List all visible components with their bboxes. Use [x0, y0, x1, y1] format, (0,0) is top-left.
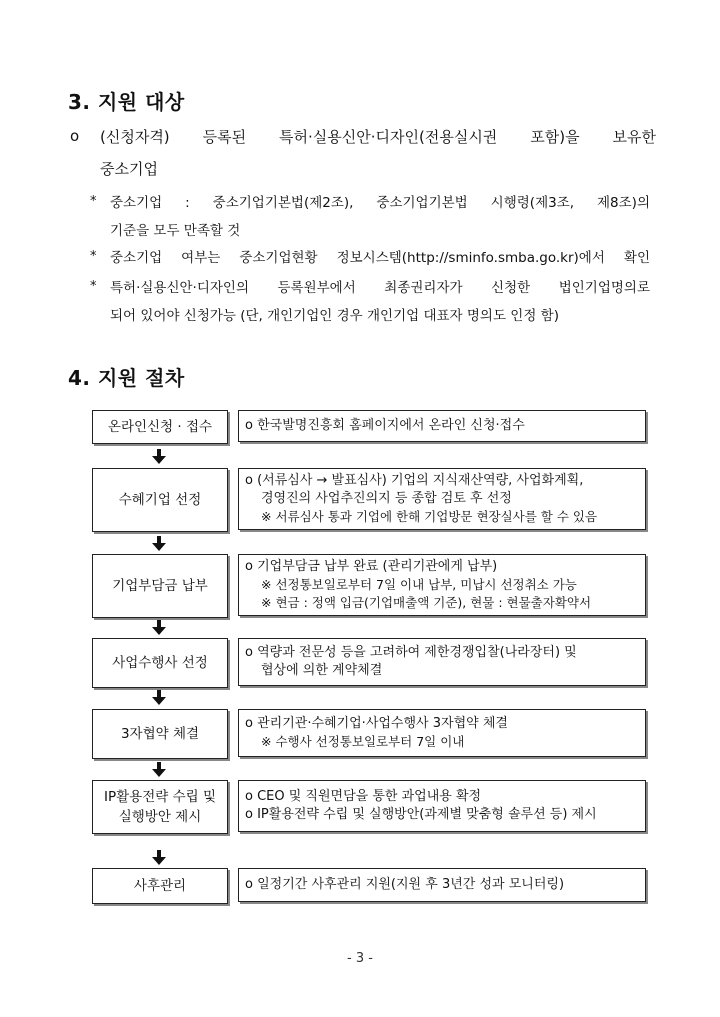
- note-rights-holder: 특허·실용신안·디자인의 등록원부에서 최종권리자가 신청한 법인기업명의로: [110, 280, 650, 296]
- star-bullet: *: [90, 194, 97, 209]
- step-online-application: [92, 410, 228, 444]
- desc-line: 경영진의 사업추진의지 등 종합 검토 후 선정: [261, 491, 512, 506]
- step-description: [238, 410, 646, 442]
- desc-line: o 기업부담금 납부 완료 (관리기관에게 납부): [245, 559, 498, 574]
- section-3-heading: 3. 지원 대상: [68, 90, 185, 114]
- note-sme-definition-cont: 기준을 모두 만족할 것: [110, 223, 241, 239]
- down-arrow-icon: [151, 620, 167, 636]
- down-arrow-icon: [151, 850, 167, 866]
- step-beneficiary-selection: [92, 468, 228, 532]
- desc-line: o CEO 및 직원면담을 통한 과업내용 확정: [245, 789, 482, 804]
- step-follow-up: [92, 868, 228, 904]
- step-label: 수혜기업 선정: [118, 492, 202, 508]
- desc-note: ※ 수행사 선정통보일로부터 7일 이내: [261, 734, 465, 749]
- eligibility-lead: (신청자격) 등록된 특허·실용신안·디자인(전용실시권 포함)을 보유한: [100, 128, 656, 146]
- desc-note: ※ 서류심사 통과 기업에 한해 기업방문 현장실사를 할 수 있음: [261, 509, 598, 524]
- down-arrow-icon: [151, 536, 167, 552]
- step-description: [238, 554, 646, 616]
- desc-line: o 역량과 전문성 등을 고려하여 제한경쟁입찰(나라장터) 및: [245, 645, 577, 660]
- step-description: [238, 709, 646, 757]
- page-number: - 3 -: [347, 951, 373, 966]
- step-description: [238, 638, 646, 686]
- step-description: [238, 868, 646, 902]
- down-arrow-icon: [151, 449, 167, 465]
- desc-note: ※ 현금 : 정액 입금(기업매출액 기준), 현물 : 현물출자확약서: [261, 595, 592, 610]
- desc-line: o 한국발명진흥회 홈페이지에서 온라인 신청·접수: [245, 418, 525, 433]
- desc-line: 협상에 의한 계약체결: [261, 663, 383, 678]
- step-label: 실행방안 제시: [118, 809, 202, 825]
- eligibility-lead-cont: 중소기업: [100, 160, 158, 178]
- step-description: [238, 468, 646, 530]
- step-label: IP활용전략 수립 및: [104, 789, 216, 805]
- step-label: 기업부담금 납부: [112, 578, 208, 594]
- desc-line: o IP활용전략 수립 및 실행방안(과제별 맞춤형 솔루션 등) 제시: [245, 807, 597, 822]
- down-arrow-icon: [151, 690, 167, 706]
- note-sme-check: 중소기업 여부는 중소기업현황 정보시스템(http://sminfo.smba.go.kr)에서 확인: [110, 250, 650, 266]
- step-description: [238, 780, 646, 832]
- desc-line: o 관리기관·수혜기업·사업수행사 3자협약 체결: [245, 716, 508, 731]
- step-tripartite-agreement: [92, 709, 228, 759]
- step-label: 사후관리: [133, 878, 187, 894]
- step-company-contribution: [92, 554, 228, 618]
- section-4-heading: 4. 지원 절차: [68, 366, 185, 390]
- note-sme-definition: 중소기업 : 중소기업기본법(제2조), 중소기업기본법 시행령(제3조, 제8조)의: [110, 195, 650, 211]
- step-label: 3자협약 체결: [120, 726, 200, 742]
- desc-note: ※ 선정통보일로부터 7일 이내 납부, 미납시 선정취소 가능: [261, 577, 577, 592]
- bullet-o: o: [70, 127, 80, 145]
- star-bullet: *: [90, 249, 97, 264]
- step-label: 사업수행사 선정: [112, 655, 208, 671]
- step-label: 온라인신청 · 접수: [107, 419, 213, 435]
- down-arrow-icon: [151, 762, 167, 778]
- desc-line: o 일정기간 사후관리 지원(지원 후 3년간 성과 모니터링): [245, 877, 565, 892]
- note-rights-holder-cont: 되어 있어야 신청가능 (단, 개인기업인 경우 개인기업 대표자 명의도 인정 함): [110, 308, 559, 324]
- step-ip-strategy: [92, 780, 228, 834]
- desc-line: o (서류심사 → 발표심사) 기업의 지식재산역량, 사업화계획,: [245, 473, 584, 488]
- step-contractor-selection: [92, 638, 228, 688]
- star-bullet: *: [90, 279, 97, 294]
